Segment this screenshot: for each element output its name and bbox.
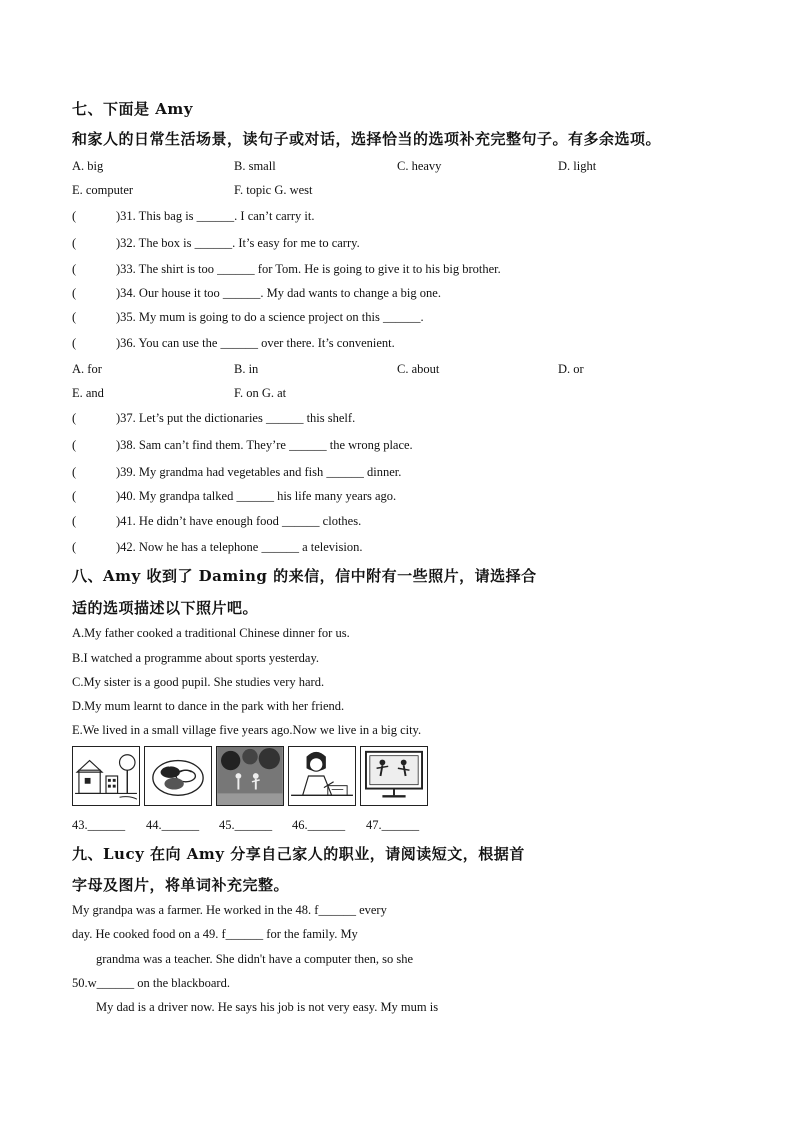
question-text: )41. He didn’t have enough food ______ clothes. [116, 514, 362, 528]
question-text: )36. You can use the ______ over there. It’s convenient. [116, 336, 395, 350]
answer-45[interactable]: 45.______ [219, 818, 273, 832]
dumplings-picture [144, 746, 212, 806]
passage-line-3: grandma was a teacher. She didn't have a computer then, so she [96, 952, 414, 966]
question-text: )34. Our house it too ______. My dad wants to change a big one. [116, 286, 441, 300]
option-e-computer: E. computer [72, 183, 134, 197]
answer-paren[interactable]: ( [72, 310, 77, 324]
question-text: )33. The shirt is too ______ for Tom. He is going to give it to his big brother. [116, 262, 501, 276]
option-b-small: B. small [234, 159, 276, 173]
passage-line-5: My dad is a driver now. He says his job is not very easy. My mum is [96, 1000, 439, 1014]
answer-paren[interactable]: ( [72, 514, 77, 528]
answer-paren[interactable]: ( [72, 336, 77, 350]
answer-paren[interactable]: ( [72, 411, 77, 425]
question-36 [72, 336, 395, 351]
question-34 [72, 286, 441, 301]
question-text: )35. My mum is going to do a science project on this ______. [116, 310, 424, 324]
answer-paren[interactable]: ( [72, 540, 77, 554]
question-38 [72, 438, 413, 453]
question-text: )39. My grandma had vegetables and fish ______ dinner. [116, 465, 402, 479]
question-41 [72, 514, 361, 529]
option-c-heavy: C. heavy [397, 159, 442, 173]
answer-paren[interactable]: ( [72, 236, 77, 250]
option-f-g-on-at: F. on G. at [234, 386, 287, 400]
tv-sports-picture [360, 746, 428, 806]
answer-paren[interactable]: ( [72, 438, 77, 452]
passage-line-2: day. He cooked food on a 49. f______ for the family. My [72, 927, 358, 941]
passage-line-1: My grandpa was a farmer. He worked in the 48. f______ every [72, 903, 387, 917]
option-a-for: A. for [72, 362, 102, 376]
answer-44[interactable]: 44.______ [146, 818, 200, 832]
section-7-instruction: 和家人的日常生活场景，读句子或对话，选择恰当的选项补充完整句子。有多余选项。 [72, 130, 662, 148]
section-9-title-line2: 字母及图片，将单词补充完整。 [72, 876, 290, 894]
question-40 [72, 489, 396, 504]
question-33 [72, 262, 501, 277]
girl-studying-picture [288, 746, 356, 806]
question-text: )42. Now he has a telephone ______ a television. [116, 540, 363, 554]
question-39 [72, 465, 401, 480]
section-8-title-line2: 适的选项描述以下照片吧。 [72, 599, 259, 617]
picture-sentence-e: E.We lived in a small village five years ago.Now we live in a big city. [72, 723, 422, 737]
answer-paren[interactable]: ( [72, 262, 77, 276]
question-32 [72, 236, 360, 251]
question-text: )31. This bag is ______. I can’t carry it. [116, 209, 315, 223]
picture-sentence-c: C.My sister is a good pupil. She studies very hard. [72, 675, 325, 689]
question-37 [72, 411, 355, 426]
picture-sentence-d: D.My mum learnt to dance in the park with her friend. [72, 699, 345, 713]
option-f-g: F. topic G. west [234, 183, 313, 197]
question-42 [72, 540, 362, 555]
answer-paren[interactable]: ( [72, 286, 77, 300]
answer-paren[interactable]: ( [72, 209, 77, 223]
option-e-and: E. and [72, 386, 104, 400]
question-31 [72, 209, 314, 224]
option-d-or: D. or [558, 362, 584, 376]
answer-46[interactable]: 46.______ [292, 818, 346, 832]
section-9-title-line1: 九、Lucy 在向 Amy 分享自己家人的职业，请阅读短文，根据首 [72, 845, 525, 863]
question-text: )32. The box is ______. It’s easy for me to carry. [116, 236, 360, 250]
answer-43[interactable]: 43.______ [72, 818, 126, 832]
option-a-big: A. big [72, 159, 104, 173]
question-text: )37. Let’s put the dictionaries ______ this shelf. [116, 411, 356, 425]
option-b-in: B. in [234, 362, 259, 376]
section-8-title-line1: 八、Amy 收到了 Daming 的来信，信中附有一些照片，请选择合 [72, 567, 537, 585]
section-7-title: 七、下面是 Amy [72, 100, 193, 118]
question-35 [72, 310, 424, 325]
answer-paren[interactable]: ( [72, 489, 77, 503]
picture-sentence-b: B.I watched a programme about sports yesterday. [72, 651, 320, 665]
passage-line-4: 50.w______ on the blackboard. [72, 976, 230, 990]
park-dance-picture [216, 746, 284, 806]
option-c-about: C. about [397, 362, 440, 376]
question-text: )38. Sam can’t find them. They’re ______ the wrong place. [116, 438, 413, 452]
option-d-light: D. light [558, 159, 597, 173]
picture-sentence-a: A.My father cooked a traditional Chinese dinner for us. [72, 626, 350, 640]
answer-47[interactable]: 47.______ [366, 818, 420, 832]
village-city-picture [72, 746, 140, 806]
answer-paren[interactable]: ( [72, 465, 77, 479]
question-text: )40. My grandpa talked ______ his life many years ago. [116, 489, 397, 503]
